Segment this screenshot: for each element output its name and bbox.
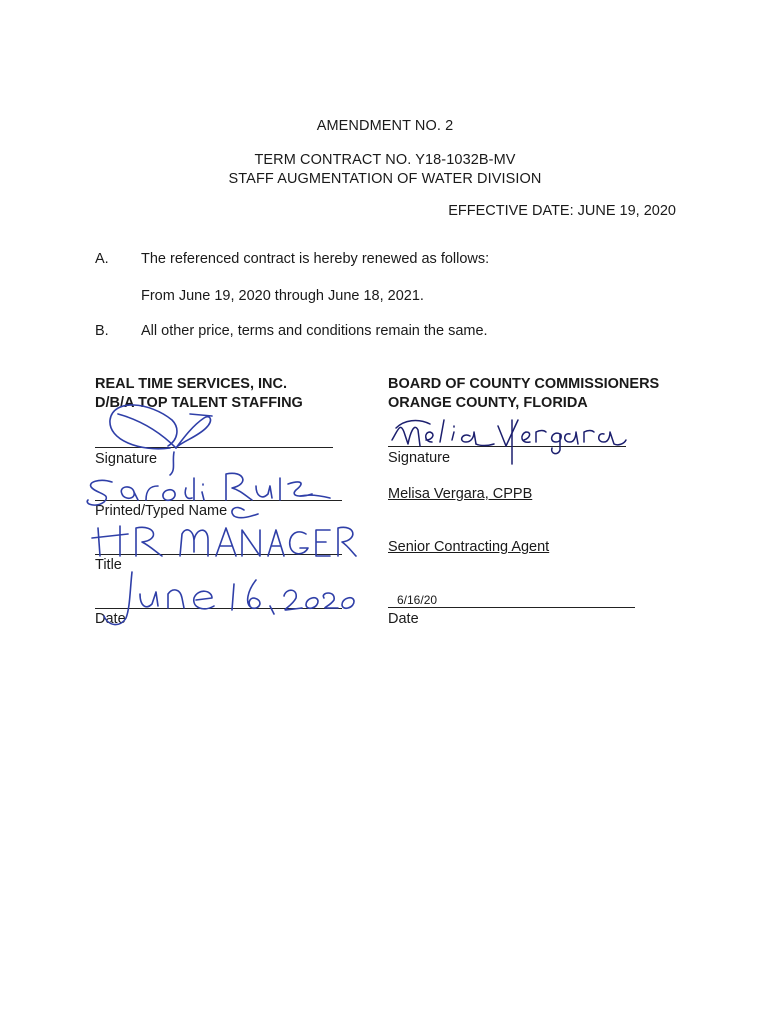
contractor-printed-name-label: Printed/Typed Name [95, 503, 228, 519]
contractor-signature-line [95, 447, 333, 448]
contractor-name [95, 375, 303, 413]
county-name-line2: ORANGE COUNTY, FLORIDA [388, 395, 588, 411]
document-title: AMENDMENT NO. 2 [316, 118, 454, 134]
contractor-printed-name-line [95, 500, 342, 501]
county-name [388, 375, 659, 413]
item-a-letter: A. [95, 251, 109, 267]
contract-number: TERM CONTRACT NO. Y18-1032B-MV [254, 152, 516, 168]
item-b-letter: B. [95, 323, 109, 339]
contractor-name-line2: D/B/A TOP TALENT STAFFING [95, 395, 303, 411]
item-a-term: From June 19, 2020 through June 18, 2021. [141, 288, 424, 304]
contractor-title-ink [92, 526, 356, 556]
contractor-signature-label: Signature [95, 451, 158, 467]
effective-date: EFFECTIVE DATE: JUNE 19, 2020 [448, 203, 676, 219]
contractor-title-line [95, 554, 342, 555]
county-printed-name: Melisa Vergara, CPPB [388, 486, 533, 502]
item-b-text: All other price, terms and conditions remain the same. [141, 323, 488, 339]
county-signer-title: Senior Contracting Agent [388, 539, 550, 555]
item-a-text: The referenced contract is hereby renewed as follows: [141, 251, 490, 267]
county-name-line1: BOARD OF COUNTY COMMISSIONERS [388, 376, 660, 392]
contract-name: STAFF AUGMENTATION OF WATER DIVISION [228, 171, 542, 187]
county-date-value: 6/16/20 [397, 593, 438, 607]
contractor-date-line [95, 608, 342, 609]
county-signature-label: Signature [388, 450, 451, 466]
county-date-label: Date [388, 611, 419, 627]
contractor-date-ink [104, 572, 354, 625]
contractor-title-label: Title [95, 557, 122, 573]
county-date-line [388, 607, 635, 608]
county-signature-line [388, 446, 626, 447]
contractor-name-line1: REAL TIME SERVICES, INC. [95, 376, 288, 392]
contractor-date-label: Date [95, 611, 126, 627]
